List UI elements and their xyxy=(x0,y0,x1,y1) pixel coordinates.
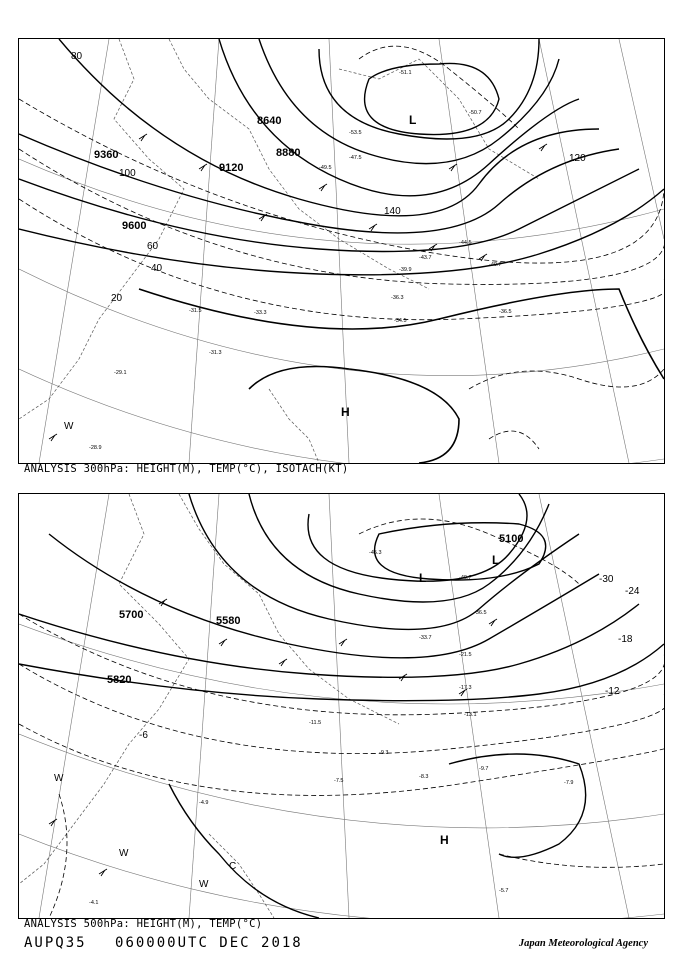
temp-obs: -5.7 xyxy=(499,888,509,894)
height-label-5100: 5100 xyxy=(499,533,524,545)
temp-obs: -21.5 xyxy=(459,652,472,658)
warm-letter: W xyxy=(119,848,129,859)
temp-obs: -11.5 xyxy=(309,720,322,726)
map-500hpa-svg xyxy=(19,494,664,918)
temp-obs: -31.5 xyxy=(189,308,202,314)
panel-300-caption: ANALYSIS 300hPa: HEIGHT(M), TEMP(°C), ISOTACH(KT) xyxy=(24,463,349,475)
map-300hpa-svg xyxy=(19,39,664,463)
warm-letter: W xyxy=(64,421,74,432)
height-label-9600: 9600 xyxy=(122,220,147,232)
temp-obs: -36.5 xyxy=(474,610,487,616)
isotach-label-100: 100 xyxy=(119,168,136,179)
low-pressure-center: L xyxy=(409,113,417,127)
isotach-label-120: 120 xyxy=(569,153,586,164)
cold-center-letter: C xyxy=(229,861,237,872)
map-panel-500hpa xyxy=(18,493,665,919)
isotherm-label--18: -18 xyxy=(618,634,633,645)
height-label-5580: 5580 xyxy=(216,615,241,627)
temp-obs: -44.5 xyxy=(459,240,472,246)
height-label-9360: 9360 xyxy=(94,149,119,161)
coastlines xyxy=(19,494,399,918)
high-pressure-center: H xyxy=(341,405,350,419)
temp-obs: -9.7 xyxy=(479,766,489,772)
isotach-lines xyxy=(139,289,664,463)
height-contours xyxy=(19,494,664,918)
grid-lines xyxy=(19,494,664,918)
isotherm-label--6: -6 xyxy=(139,730,148,741)
temp-obs: -47.5 xyxy=(349,155,362,161)
temp-obs: -39.9 xyxy=(399,267,412,273)
warm-letter: W xyxy=(199,879,209,890)
temp-obs: -33.3 xyxy=(254,310,267,316)
chart-code: AUPQ35 xyxy=(24,935,87,951)
height-label-9120: 9120 xyxy=(219,162,244,174)
low-pressure-center-2: L xyxy=(492,553,500,567)
temp-obs: -34.5 xyxy=(394,318,407,324)
panel-500-caption: ANALYSIS 500hPa: HEIGHT(M), TEMP(°C) xyxy=(24,918,263,930)
map-panel-300hpa xyxy=(18,38,665,464)
temp-obs: -8.3 xyxy=(419,774,429,780)
temp-obs: -50.7 xyxy=(469,110,482,116)
temp-obs: -17.3 xyxy=(459,685,472,691)
temp-obs: -4.1 xyxy=(89,900,99,906)
isotherm-label--12: -12 xyxy=(605,686,620,697)
coastlines xyxy=(19,39,539,463)
isotach-label-40: 40 xyxy=(151,263,163,274)
height-label-5820: 5820 xyxy=(107,674,132,686)
temp-obs: -45.3 xyxy=(369,550,382,556)
temp-obs: -36.5 xyxy=(499,309,512,315)
temp-obs: -4.9 xyxy=(199,800,209,806)
high-pressure-center: H xyxy=(440,833,449,847)
height-label-8640: 8640 xyxy=(257,115,282,127)
chart-id-line xyxy=(24,935,321,951)
warm-letter: W xyxy=(54,773,64,784)
temp-obs: -43.7 xyxy=(419,255,432,261)
temp-obs: -51.1 xyxy=(399,70,412,76)
temp-obs: -40.7 xyxy=(489,262,502,268)
low-pressure-center: L xyxy=(419,571,427,585)
temp-obs: -7.9 xyxy=(564,780,574,786)
isotach-label-60: 60 xyxy=(147,241,159,252)
temp-obs: -13.1 xyxy=(464,712,477,718)
temp-obs: -29.1 xyxy=(114,370,127,376)
temp-obs: -28.9 xyxy=(89,445,102,451)
agency-credit: Japan Meteorological Agency xyxy=(518,938,648,949)
isotach-label-20: 20 xyxy=(111,293,123,304)
wind-barbs xyxy=(49,134,547,441)
temp-obs: -53.5 xyxy=(349,130,362,136)
isotherm-label--30: -30 xyxy=(599,574,614,585)
temp-obs: -33.7 xyxy=(419,635,432,641)
temp-obs: -31.3 xyxy=(209,350,222,356)
temp-obs: -7.5 xyxy=(334,778,344,784)
temp-obs: -40.7 xyxy=(459,575,472,581)
height-label-5700: 5700 xyxy=(119,609,144,621)
isotach-label-80: 80 xyxy=(71,51,83,62)
chart-datetime: 060000UTC DEC 2018 xyxy=(115,935,303,951)
temp-obs: -9.3 xyxy=(379,750,389,756)
temp-obs: -36.3 xyxy=(391,295,404,301)
height-label-8880: 8880 xyxy=(276,147,301,159)
isotherm-lines xyxy=(19,46,664,449)
isotherm-label--24: -24 xyxy=(625,586,640,597)
isotach-label-140: 140 xyxy=(384,206,401,217)
temp-obs: -49.5 xyxy=(319,165,332,171)
